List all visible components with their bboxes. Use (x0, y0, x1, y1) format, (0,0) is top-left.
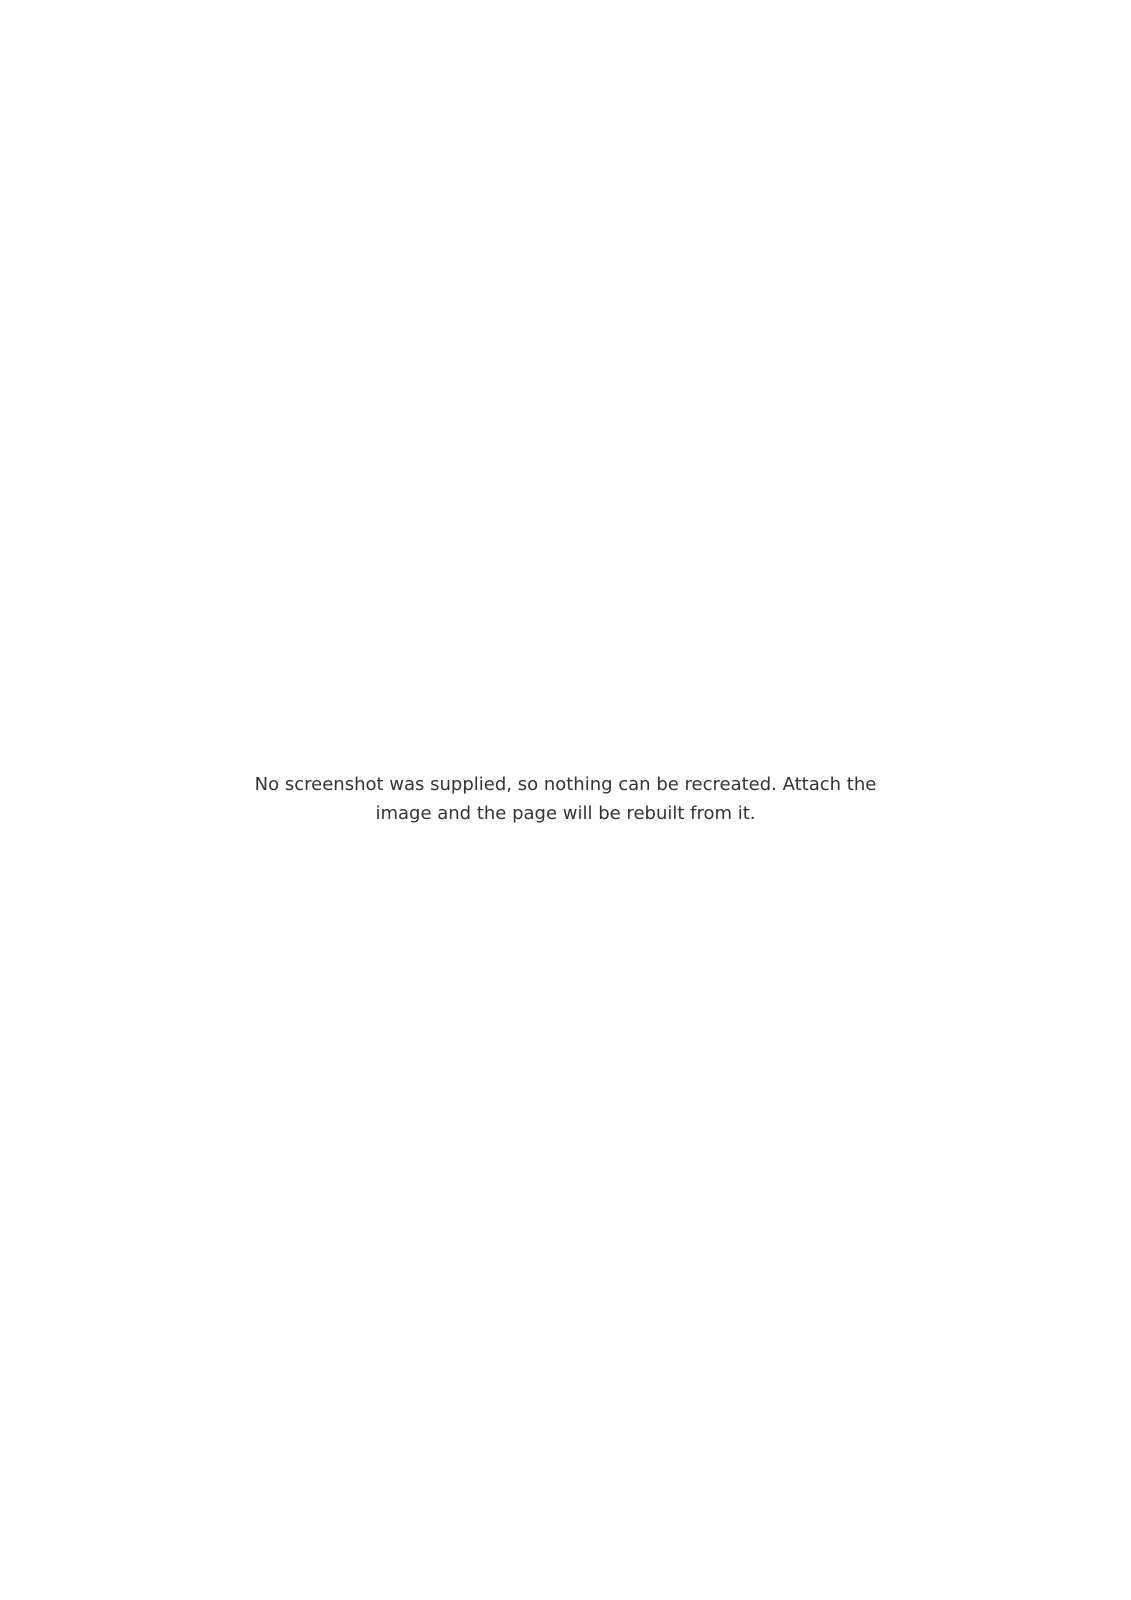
notice-text: No screenshot was supplied, so nothing can be recreated. Attach the image and the page will be rebuilt from it. (254, 774, 877, 824)
